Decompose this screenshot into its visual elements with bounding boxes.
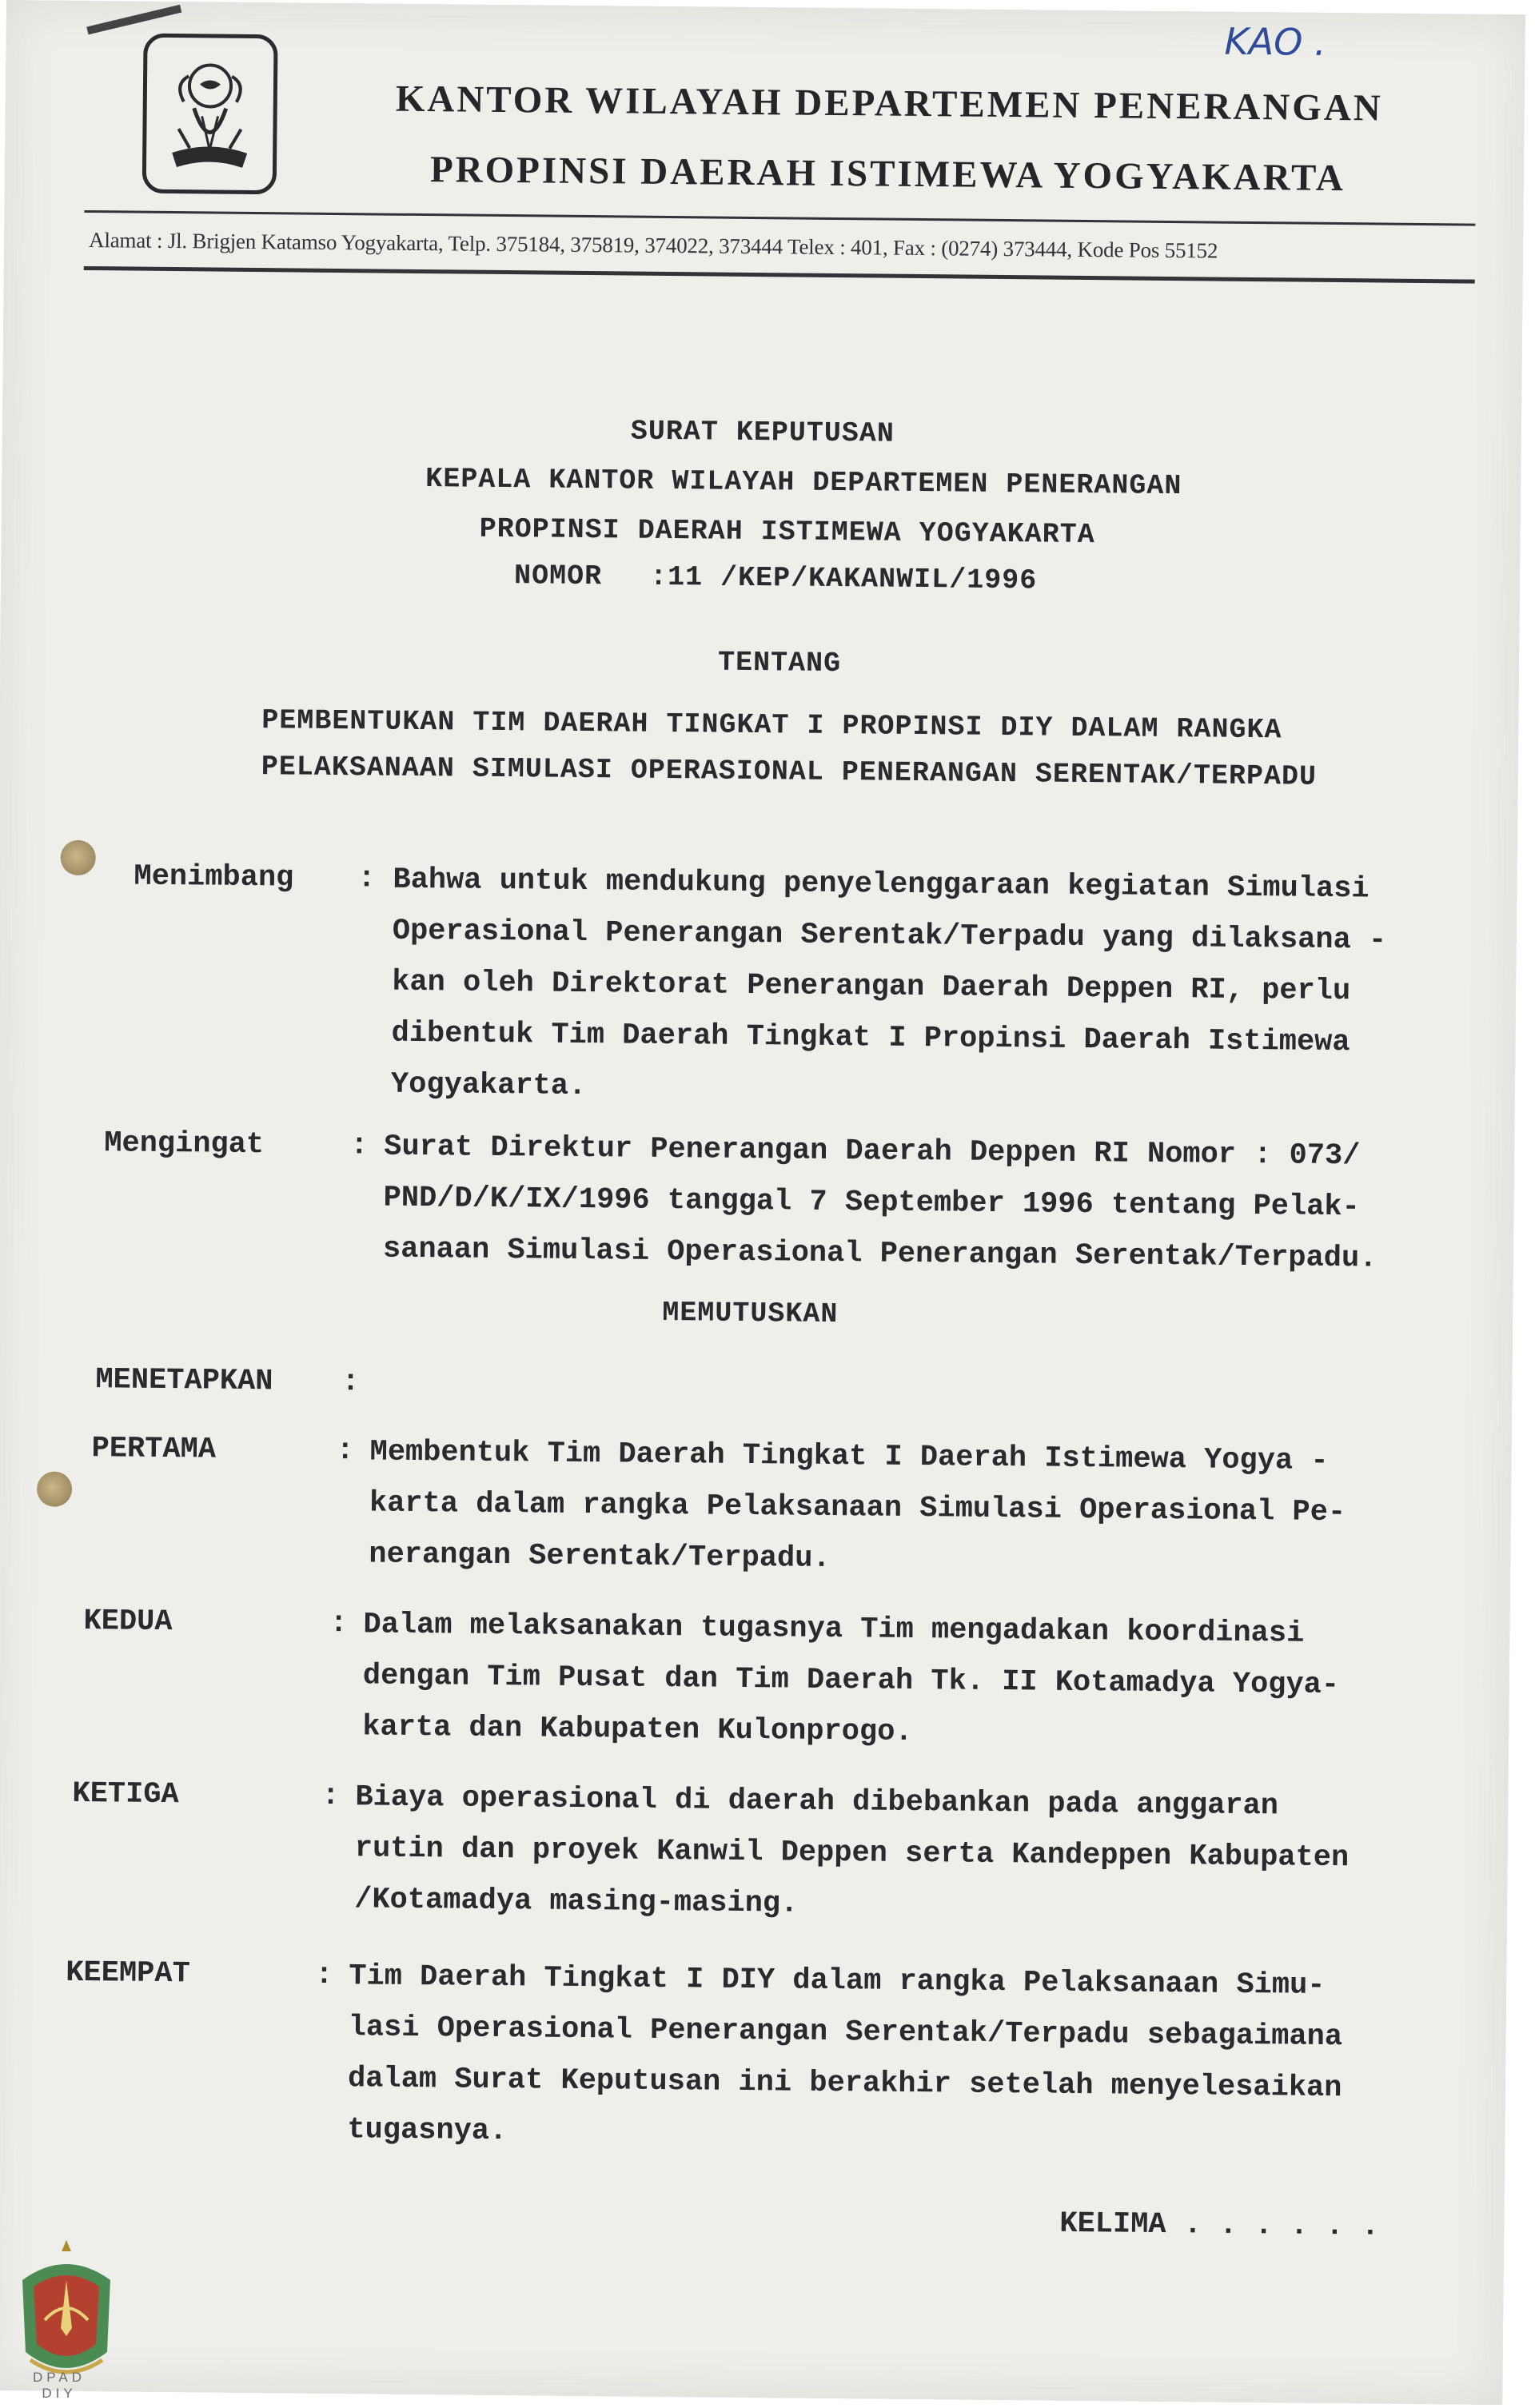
pertama-line: Membentuk Tim Daerah Tingkat I Daerah Istimewa Yogya - bbox=[369, 1435, 1329, 1478]
kedua-label: KEDUA bbox=[83, 1605, 173, 1640]
keempat-colon: : bbox=[315, 1958, 333, 1993]
watermark-line: DPAD bbox=[33, 2370, 86, 2385]
menimbang-line: Yogyakarta. bbox=[390, 1067, 587, 1104]
keempat-line: lasi Operasional Penerangan Serentak/Terpadu sebagaimana bbox=[348, 2011, 1343, 2055]
decree-heading: SURAT KEPUTUSAN bbox=[630, 415, 895, 450]
decree-number-label: NOMOR bbox=[513, 560, 603, 593]
keempat-line: tugasnya. bbox=[347, 2113, 508, 2149]
divider bbox=[84, 266, 1475, 284]
memutuskan-heading: MEMUTUSKAN bbox=[662, 1296, 839, 1331]
ketiga-line: Biaya operasional di daerah dibebankan pada anggaran bbox=[355, 1780, 1279, 1824]
letterhead-province: PROPINSI DAERAH ISTIMEWA YOGYAKARTA bbox=[429, 149, 1346, 200]
handwritten-note: KAO . bbox=[1224, 19, 1326, 64]
menimbang-text bbox=[391, 855, 1433, 1120]
kedua-colon: : bbox=[329, 1606, 348, 1641]
mengingat-line: sanaan Simulasi Operasional Penerangan Serentak/Terpadu. bbox=[382, 1232, 1378, 1276]
menetapkan-label: MENETAPKAN bbox=[95, 1363, 273, 1399]
pertama-line: nerangan Serentak/Terpadu. bbox=[369, 1537, 831, 1576]
decree-issuer: KEPALA KANTOR WILAYAH DEPARTEMEN PENERANGAN bbox=[425, 463, 1182, 503]
menimbang-line: Bahwa untuk mendukung penyelenggaraan kegiatan Simulasi bbox=[393, 863, 1370, 907]
watermark-line: DIY bbox=[42, 2386, 77, 2401]
kedua-text bbox=[362, 1599, 1430, 1763]
ketiga-colon: : bbox=[321, 1779, 340, 1814]
pertama-text bbox=[369, 1426, 1432, 1590]
decree-province: PROPINSI DAERAH ISTIMEWA YOGYAKARTA bbox=[479, 512, 1095, 552]
menimbang-label: Menimbang bbox=[134, 859, 294, 895]
menimbang-line: dibentuk Tim Daerah Tingkat I Propinsi Daerah Istimewa bbox=[391, 1016, 1350, 1060]
ketiga-label: KETIGA bbox=[72, 1776, 179, 1812]
keempat-label: KEEMPAT bbox=[66, 1956, 190, 1991]
mengingat-text bbox=[383, 1122, 1432, 1286]
tentang-heading: TENTANG bbox=[717, 646, 842, 680]
letterhead-office: KANTOR WILAYAH DEPARTEMEN PENERANGAN bbox=[395, 78, 1383, 130]
decree-subject-line1: PEMBENTUKAN TIM DAERAH TINGKAT I PROPINSI DIY DALAM RANGKA bbox=[261, 704, 1282, 747]
keempat-line: dalam Surat Keputusan ini berakhir setelah menyelesaikan bbox=[347, 2062, 1342, 2106]
kedua-line: dengan Tim Pusat dan Tim Daerah Tk. II Kotamadya Yogya- bbox=[362, 1659, 1340, 1703]
kedua-line: karta dan Kabupaten Kulonprogo. bbox=[362, 1710, 913, 1749]
mengingat-colon: : bbox=[350, 1129, 369, 1163]
pertama-colon: : bbox=[336, 1434, 355, 1469]
punch-hole bbox=[37, 1471, 72, 1506]
pertama-line: karta dalam rangka Pelaksanaan Simulasi Operasional Pe- bbox=[369, 1486, 1346, 1530]
ketiga-text bbox=[354, 1772, 1429, 1936]
department-logo bbox=[142, 34, 278, 195]
menimbang-line: kan oleh Direktorat Penerangan Daerah Deppen RI, perlu bbox=[392, 965, 1351, 1009]
letterhead-address: Alamat : Jl. Brigjen Katamso Yogyakarta, Telp. 375184, 375819, 374022, 373444 Telex : 401, Fax : (0274) 373444, Kode Pos 55152 bbox=[88, 228, 1218, 263]
pertama-label: PERTAMA bbox=[91, 1432, 217, 1467]
emblem-icon bbox=[157, 52, 263, 181]
pen-mark bbox=[86, 5, 181, 35]
menimbang-line: Operasional Penerangan Serentak/Terpadu yang dilaksana - bbox=[392, 914, 1387, 958]
keempat-text bbox=[347, 1951, 1426, 2166]
kedua-line: Dalam melaksanakan tugasnya Tim mengadakan koordinasi bbox=[363, 1608, 1305, 1651]
divider bbox=[84, 210, 1475, 226]
mengingat-line: Surat Direktur Penerangan Daerah Deppen RI Nomor : 073/ bbox=[384, 1130, 1361, 1174]
ketiga-line: /Kotamadya masing-masing. bbox=[354, 1883, 799, 1921]
keempat-line: Tim Daerah Tingkat I DIY dalam rangka Pelaksanaan Simu- bbox=[349, 1959, 1326, 2003]
ketiga-line: rutin dan proyek Kanwil Deppen serta Kandeppen Kabupaten bbox=[354, 1832, 1350, 1876]
menetapkan-colon: : bbox=[341, 1365, 360, 1400]
punch-hole bbox=[60, 840, 95, 875]
mengingat-line: PND/D/K/IX/1996 tanggal 7 September 1996 tentang Pelak- bbox=[383, 1181, 1360, 1225]
decree-subject-line2: PELAKSANAAN SIMULASI OPERASIONAL PENERANGAN SERENTAK/TERPADU bbox=[261, 751, 1318, 793]
menimbang-colon: : bbox=[357, 862, 376, 896]
mengingat-label: Mengingat bbox=[104, 1126, 265, 1162]
dpad-watermark-text bbox=[27, 2370, 91, 2402]
continuation-marker: KELIMA . . . . . . bbox=[1059, 2207, 1380, 2244]
decree-number: :11 /KEP/KAKANWIL/1996 bbox=[649, 560, 1038, 597]
